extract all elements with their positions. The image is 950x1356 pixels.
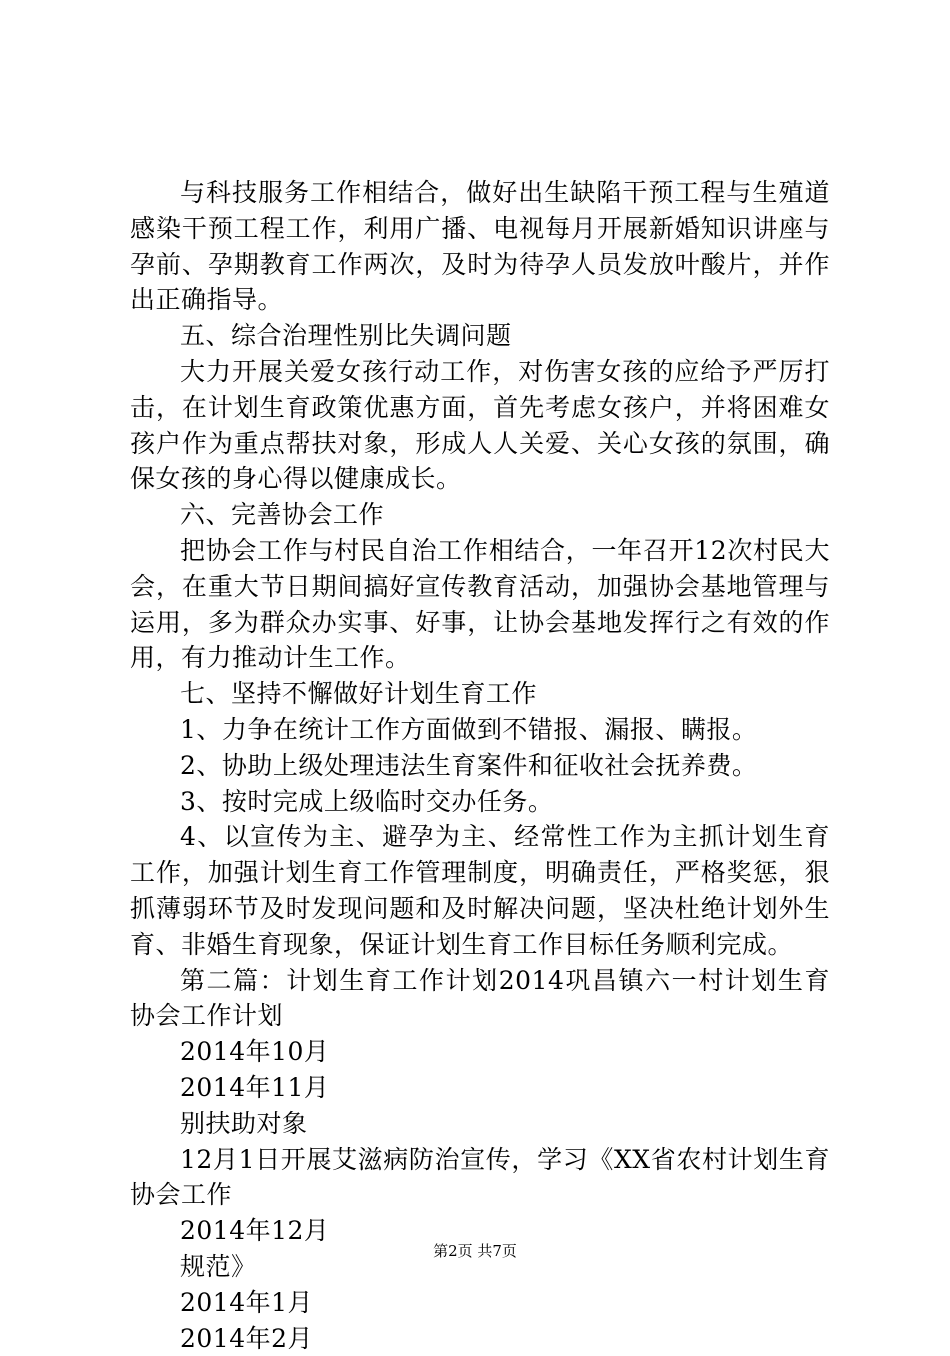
document-body xyxy=(130,175,830,1356)
date-line-nov: 2014年11月 xyxy=(130,1070,830,1106)
section-heading-7: 七、坚持不懈做好计划生育工作 xyxy=(130,676,830,712)
list-item-4: 4、以宣传为主、避孕为主、经常性工作为主抓计划生育工作，加强计划生育工作管理制度，明确责任，严格奖惩，狠抓薄弱环节及时发现问题和及时解决问题，坚决杜绝计划外生育、非婚生育现象，保证计划生育工作目标任务顺利完成。 xyxy=(130,819,830,962)
list-item-1: 1、力争在统计工作方面做到不错报、漏报、瞒报。 xyxy=(130,712,830,748)
text-line-norms: 规范》 xyxy=(130,1249,830,1285)
date-line-feb: 2014年2月 xyxy=(130,1321,830,1356)
paragraph-3: 把协会工作与村民自治工作相结合，一年召开12次村民大会，在重大节日期间搞好宣传教育活动，加强协会基地管理与运用，多为群众办实事、好事，让协会基地发挥行之有效的作用，有力推动计生工作。 xyxy=(130,533,830,676)
date-line-dec: 2014年12月 xyxy=(130,1213,830,1249)
page-number: 第2页 共7页 xyxy=(433,1242,517,1260)
paragraph-1: 与科技服务工作相结合，做好出生缺陷干预工程与生殖道感染干预工程工作，利用广播、电视每月开展新婚知识讲座与孕前、孕期教育工作两次，及时为待孕人员发放叶酸片，并作出正确指导。 xyxy=(130,175,830,318)
list-item-2: 2、协助上级处理违法生育案件和征收社会抚养费。 xyxy=(130,748,830,784)
text-line-aids: 12月1日开展艾滋病防治宣传，学习《XX省农村计划生育协会工作 xyxy=(130,1142,830,1214)
page-footer xyxy=(0,1240,950,1261)
date-line-oct: 2014年10月 xyxy=(130,1034,830,1070)
chapter-heading-2: 第二篇：计划生育工作计划2014巩昌镇六一村计划生育协会工作计划 xyxy=(130,963,830,1035)
section-heading-5: 五、综合治理性别比失调问题 xyxy=(130,318,830,354)
section-heading-6: 六、完善协会工作 xyxy=(130,497,830,533)
text-line-support: 别扶助对象 xyxy=(130,1106,830,1142)
date-line-jan: 2014年1月 xyxy=(130,1285,830,1321)
paragraph-2: 大力开展关爱女孩行动工作，对伤害女孩的应给予严厉打击，在计划生育政策优惠方面，首先考虑女孩户，并将困难女孩户作为重点帮扶对象，形成人人关爱、关心女孩的氛围，确保女孩的身心得以健康成长。 xyxy=(130,354,830,497)
list-item-3: 3、按时完成上级临时交办任务。 xyxy=(130,784,830,820)
